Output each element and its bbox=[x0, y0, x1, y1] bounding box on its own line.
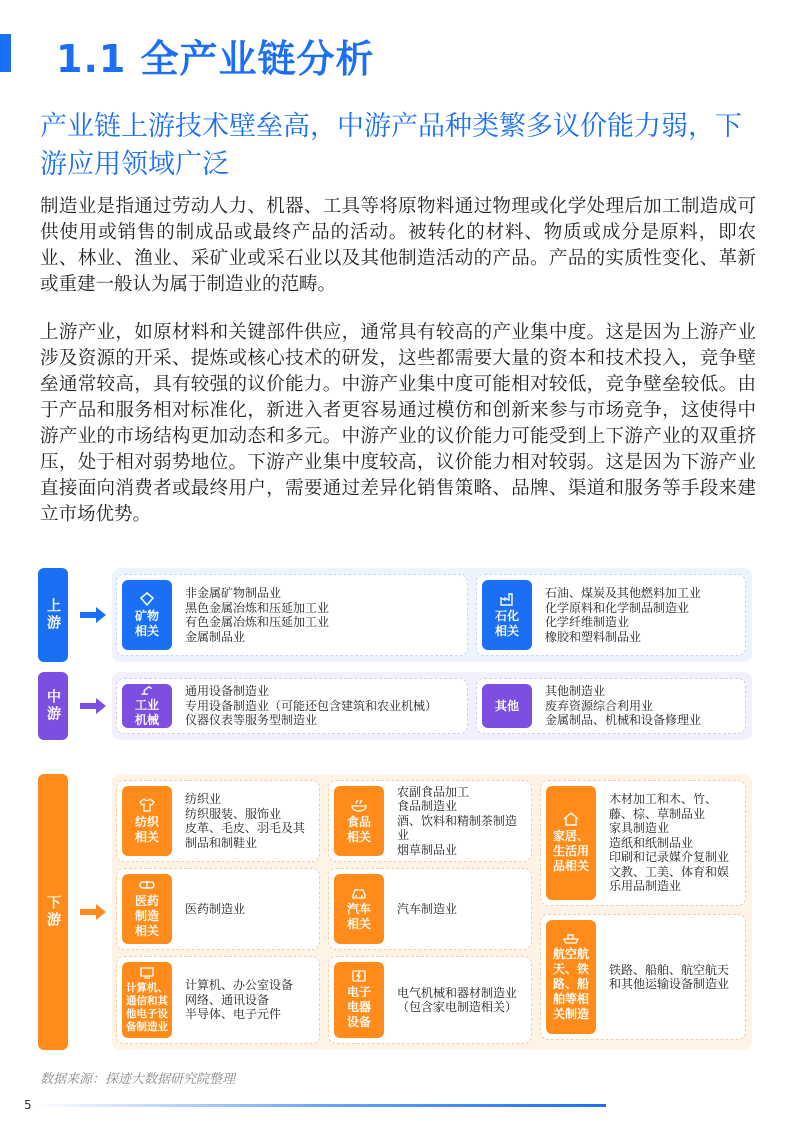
item-list: 铁路、船舶、航空航天和其他运输设备制造业 bbox=[609, 962, 730, 991]
item-list: 石油、煤炭及其他燃料加工业 化学原料和化学制品制造业 化学纤维制造业 橡胶和塑料制品业 bbox=[545, 586, 702, 644]
stage-midstream: 中游 bbox=[38, 672, 68, 740]
section-subtitle: 产业链上游技术壁垒高，中游产品种类繁多议价能力弱，下游应用领域广泛 bbox=[40, 111, 742, 180]
data-source-note: 数据来源：探迹大数据研究院整理 bbox=[40, 1072, 236, 1087]
badge-computer: 计算机、 通信和其 他电子设 备制造业 bbox=[122, 962, 172, 1038]
upstream-panel bbox=[112, 568, 752, 662]
badge-auto: 汽车 相关 bbox=[334, 874, 384, 944]
downstream-panel bbox=[112, 774, 752, 1050]
item-list: 通用设备制造业 专用设备制造业（可能还包含建筑和农业机械） 仪器仪表等服务型制造业 bbox=[185, 684, 438, 728]
item-list: 汽车制造业 bbox=[397, 901, 458, 916]
title-accent-bar bbox=[0, 34, 11, 72]
petrochem-icon bbox=[499, 592, 515, 606]
home-icon bbox=[563, 812, 579, 826]
item-list: 农副食品加工 食品制造业 酒、饮料和精制茶制造业 烟草制品业 bbox=[397, 784, 518, 857]
textile-icon bbox=[139, 798, 155, 812]
computer-icon bbox=[139, 967, 155, 979]
badge-electric: 电子 电器 设备 bbox=[334, 962, 384, 1038]
stage-downstream: 下游 bbox=[38, 774, 68, 1050]
downstream-card-pharma bbox=[116, 868, 320, 950]
badge-textile: 纺织 相关 bbox=[122, 786, 172, 856]
downstream-card-food bbox=[328, 780, 532, 862]
industry-chain-diagram bbox=[38, 568, 752, 1050]
intro-paragraph: 制造业是指通过劳动人力、机器、工具等将原物料通过物理或化学处理后加工制造成可供使用或销售的制成品或最终产品的活动。被转化的材料、物质或成分是原料，即农业、林业、渔业、采矿业或采石业以及其他制造活动的产品。产品的实质性变化、革新或重建一般认为属于制造业的范畴。 bbox=[40, 196, 756, 295]
item-list: 医药制造业 bbox=[185, 901, 246, 916]
item-list: 其他制造业 废弃资源综合利用业 金属制品、机械和设备修理业 bbox=[545, 684, 702, 728]
item-list: 电气机械和器材制造业 （包含家电制造相关） bbox=[397, 985, 518, 1014]
robot-arm-icon bbox=[139, 684, 155, 695]
downstream-card-auto bbox=[328, 868, 532, 950]
badge-transport: 航空航 天、铁 路、船 舶等相 关制造 bbox=[546, 920, 596, 1034]
badge-mineral: 矿物 相关 bbox=[122, 580, 172, 650]
badge-home: 家居、 生活用 品相关 bbox=[546, 786, 596, 900]
arrow-right-icon bbox=[80, 904, 106, 920]
badge-other: 其他 bbox=[482, 684, 532, 728]
item-list: 木材加工和木、竹、藤、棕、草制品业 家具制造业 造纸和纸制品业 印刷和记录媒介复制业 文教、工美、体育和娱乐用品制造业 bbox=[609, 792, 730, 894]
midstream-panel bbox=[112, 672, 752, 740]
downstream-card-textile bbox=[116, 780, 320, 862]
item-list: 非金属矿物制品业 黑色金属冶炼和压延加工业 有色金属冶炼和压延加工业 金属制品业 bbox=[185, 586, 330, 644]
badge-pharma: 医药 制造 相关 bbox=[122, 874, 172, 944]
badge-petrochem: 石化 相关 bbox=[482, 580, 532, 650]
midstream-card-machinery bbox=[116, 678, 468, 734]
footer-line bbox=[36, 1104, 606, 1107]
downstream-card-home bbox=[540, 780, 746, 906]
ship-icon bbox=[563, 932, 579, 944]
mineral-icon bbox=[139, 592, 155, 606]
upstream-card-mineral bbox=[116, 574, 468, 656]
upstream-card-petrochem bbox=[476, 574, 746, 656]
downstream-card-computer bbox=[116, 956, 320, 1044]
electric-icon bbox=[351, 970, 367, 982]
page-number: 5 bbox=[24, 1098, 32, 1112]
badge-machinery: 工业 机械 bbox=[122, 684, 172, 728]
downstream-card-transport bbox=[540, 914, 746, 1040]
arrow-right-icon bbox=[80, 607, 106, 623]
arrow-right-icon bbox=[80, 698, 106, 714]
page-title: 1.1 全产业链分析 bbox=[56, 37, 375, 81]
pill-icon bbox=[139, 879, 155, 891]
midstream-card-other bbox=[476, 678, 746, 734]
stage-upstream: 上游 bbox=[38, 568, 68, 662]
item-list: 计算机、办公室设备 网络、通讯设备 半导体、电子元件 bbox=[185, 978, 294, 1022]
badge-food: 食品 相关 bbox=[334, 786, 384, 856]
downstream-card-electric bbox=[328, 956, 532, 1044]
item-list: 纺织业 纺织服装、服饰业 皮革、毛皮、羽毛及其制品和制鞋业 bbox=[185, 792, 306, 850]
car-icon bbox=[351, 887, 367, 899]
analysis-paragraph: 上游产业，如原材料和关键部件供应，通常具有较高的产业集中度。这是因为上游产业涉及资源的开采、提炼或核心技术的研发，这些都需要大量的资本和技术投入，竞争壁垒通常较高，具有较强的议价能力。中游产业集中度可能相对较低，竞争壁垒较低。由于产品和服务相对标准化，新进入者更容易通过模仿和创新来参与市场竞争，这使得中游产业的市场结构更加动态和多元。中游产业的议价能力可能受到上下游产业的双重挤压，处于相对弱势地位。下游产业集中度较高，议价能力相对较弱。这是因为下游产业直接面向消费者或最终用户，需要通过差异化销售策略、品牌、渠道和服务等手段来建立市场优势。 bbox=[40, 322, 756, 525]
food-icon bbox=[351, 798, 367, 812]
